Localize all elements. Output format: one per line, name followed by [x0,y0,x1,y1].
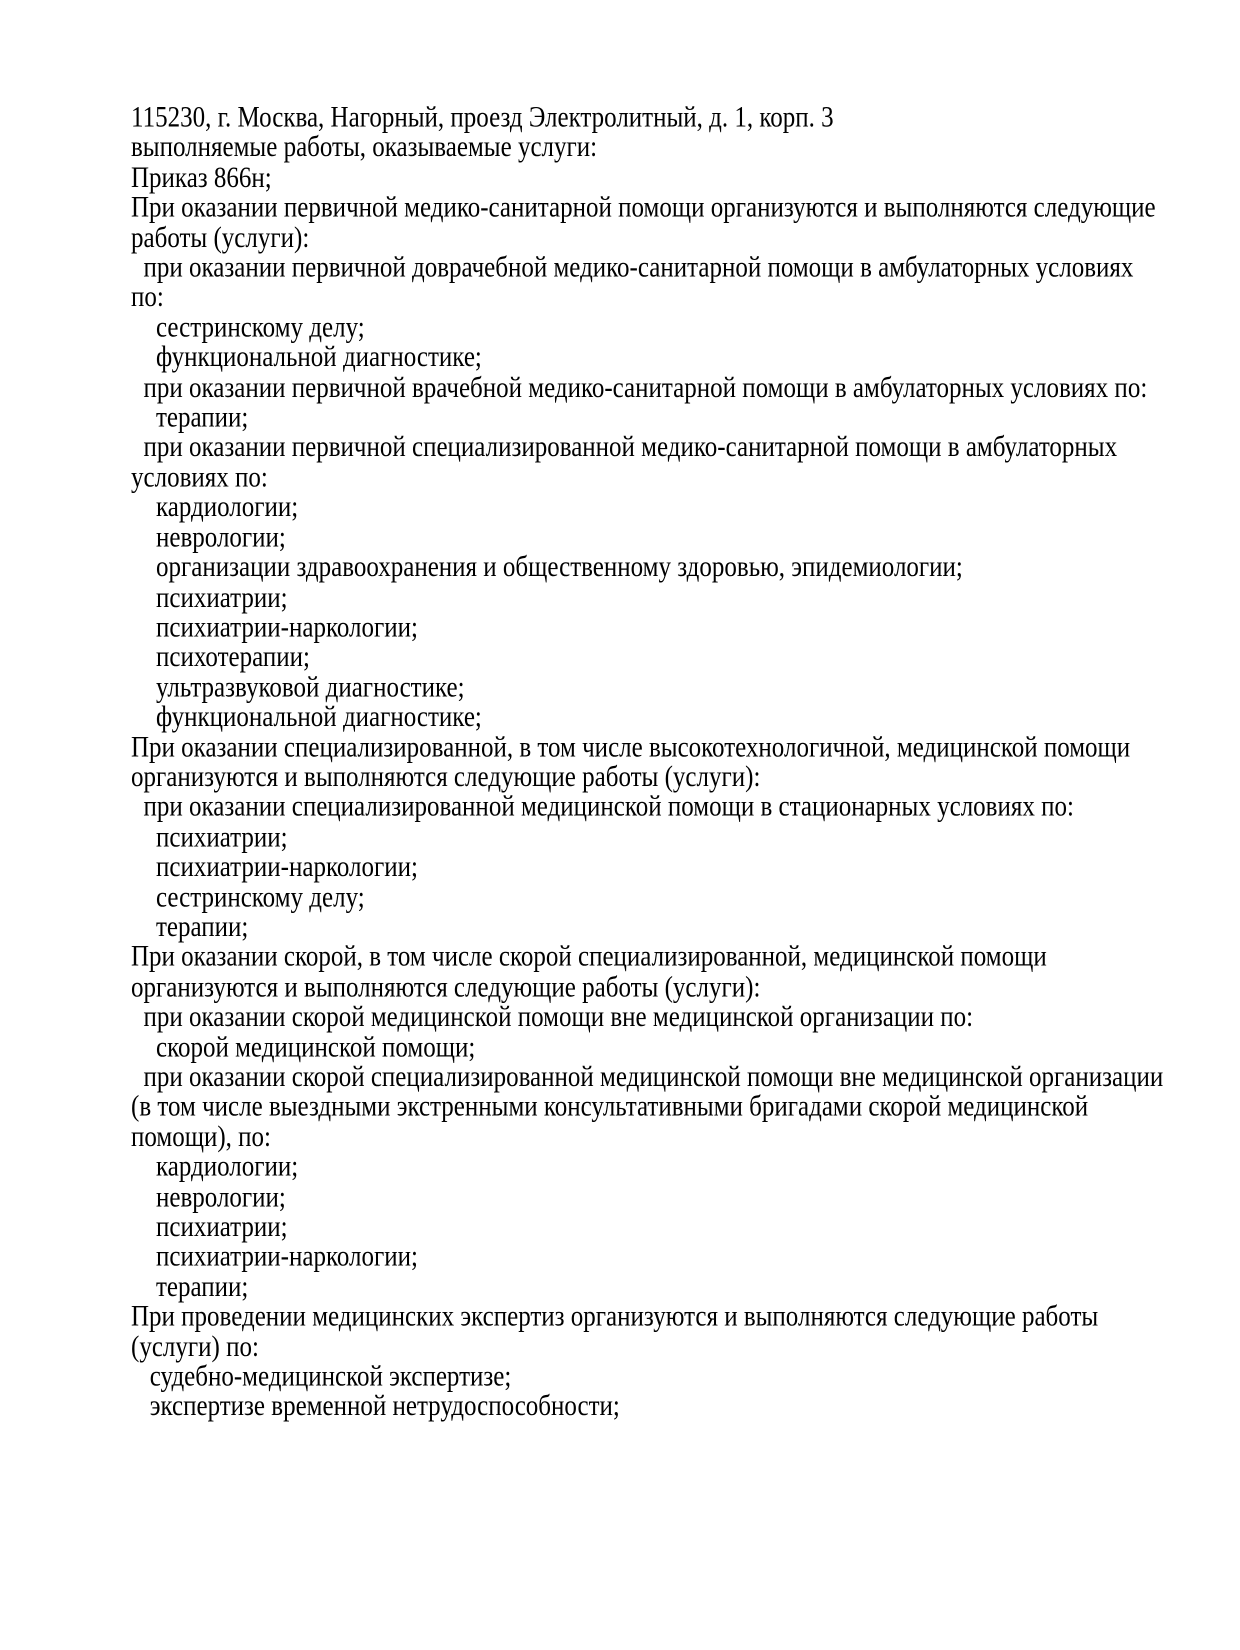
text-line: при оказании первичной специализированной медико-санитарной помощи в амбулаторных [131,431,1118,464]
text-line: работы (услуги): [131,221,310,254]
text-line: психиатрии; [131,1211,288,1243]
text-line: (услуги) по: [131,1330,259,1363]
text-line: помощи), по: [131,1121,272,1153]
text-line: организуются и выполняются следующие работы (услуги): [131,761,761,794]
text-line: психиатрии; [131,821,288,854]
text-line: психиатрии; [131,581,288,614]
text-line: при оказании первичной врачебной медико-санитарной помощи в амбулаторных условиях по: [131,371,1148,404]
text-line: по: [131,281,164,314]
text-line: неврологии; [131,521,286,554]
text-line: терапии; [131,911,249,944]
license-works-text [131,103,1191,1422]
text-line: организации здравоохранения и общественному здоровью, эпидемиологии; [131,551,963,584]
text-line: терапии; [131,1271,249,1303]
text-line: (в том числе выездными экстренными консультативными бригадами скорой медицинской [131,1091,1089,1123]
text-line: психиатрии-наркологии; [131,611,418,644]
text-line: судебно-медицинской экспертизе; [131,1360,512,1393]
text-line: При оказании первичной медико-санитарной помощи организуются и выполняются следующие [131,191,1156,224]
text-line: 115230, г. Москва, Нагорный, проезд Электролитный, д. 1, корп. 3 [131,101,834,134]
text-line: при оказании скорой специализированной медицинской помощи вне медицинской организации [131,1061,1164,1094]
text-line: психиатрии-наркологии; [131,851,418,884]
text-line: организуются и выполняются следующие работы (услуги): [131,971,761,1004]
text-line: при оказании первичной доврачебной медико-санитарной помощи в амбулаторных условиях [131,251,1134,284]
text-line: При проведении медицинских экспертиз организуются и выполняются следующие работы [131,1300,1099,1333]
text-line: терапии; [131,401,249,434]
text-line: сестринскому делу; [131,881,365,914]
text-line: условиях по: [131,461,268,494]
text-line: кардиологии; [131,1151,299,1183]
text-line: ультразвуковой диагностике; [131,671,465,704]
text-line: При оказании скорой, в том числе скорой специализированной, медицинской помощи [131,941,1047,974]
text-line: экспертизе временной нетрудоспособности; [131,1390,620,1423]
text-line: психотерапии; [131,641,310,674]
text-line: скорой медицинской помощи; [131,1031,476,1064]
text-line: функциональной диагностике; [131,701,482,734]
text-line: при оказании скорой медицинской помощи вне медицинской организации по: [131,1001,974,1034]
text-line: выполняемые работы, оказываемые услуги: [131,131,598,164]
text-line: функциональной диагностике; [131,341,482,374]
text-line: неврологии; [131,1181,286,1213]
text-line: при оказании специализированной медицинской помощи в стационарных условиях по: [131,791,1074,824]
text-line: сестринскому делу; [131,311,365,344]
text-line: При оказании специализированной, в том числе высокотехнологичной, медицинской помощи [131,731,1131,764]
text-line: психиатрии-наркологии; [131,1241,418,1273]
text-line: кардиологии; [131,491,299,524]
text-line: Приказ 866н; [131,161,272,194]
